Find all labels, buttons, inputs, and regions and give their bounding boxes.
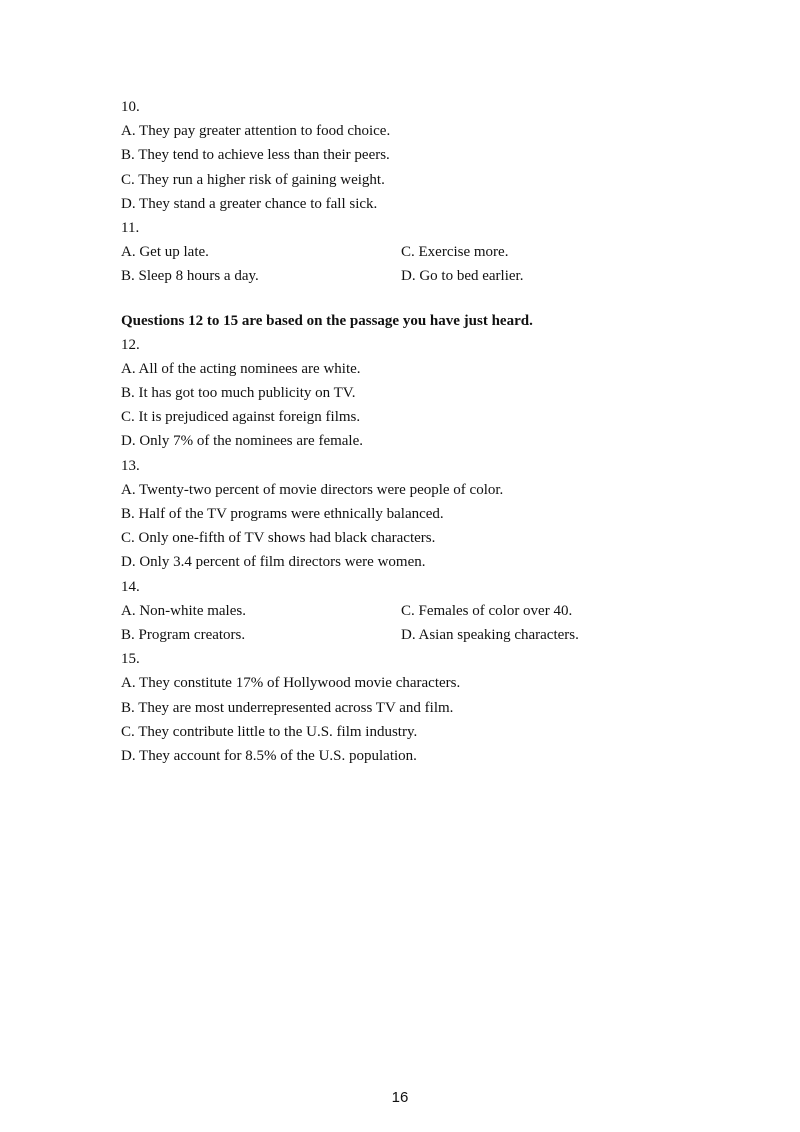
option-a: A. Non-white males. [121,602,246,619]
option-d: D. They stand a greater chance to fall sick. [121,195,378,212]
question-number: 10. [121,99,140,115]
option-b: B. Half of the TV programs were ethnically balanced. [121,506,444,522]
option-b: B. They are most underrepresented across TV and film. [121,699,454,716]
option-row [121,599,681,623]
option-a: A. Get up late. [121,244,209,261]
option-row [121,264,681,288]
option-a: A. They pay greater attention to food choice. [121,123,391,140]
option-d: D. Asian speaking characters. [401,626,579,643]
question-list [121,95,681,768]
option-b: B. They tend to achieve less than their peers. [121,147,390,164]
option-b: B. Sleep 8 hours a day. [121,268,259,285]
option-a: A. Twenty-two percent of movie directors were people of color. [121,481,504,498]
option-c: C. They run a higher risk of gaining weight. [121,171,385,188]
option-c: C. They contribute little to the U.S. film industry. [121,723,418,740]
page-number: 16 [391,1089,409,1106]
option-c: C. Only one-fifth of TV shows had black characters. [121,530,436,547]
option-d: D. Go to bed earlier. [401,268,524,285]
option-a: A. They constitute 17% of Hollywood movie characters. [121,675,461,692]
question-number: 13. [121,457,140,474]
option-row [121,240,681,264]
option-c: C. Females of color over 40. [401,602,573,619]
option-d: D. Only 7% of the nominees are female. [121,433,363,450]
question-number: 14. [121,578,140,595]
option-b: B. Program creators. [121,626,246,643]
option-d: D. Only 3.4 percent of film directors were women. [121,554,426,571]
question-number: 15. [121,651,140,668]
option-c: C. It is prejudiced against foreign films. [121,409,361,426]
option-b: B. It has got too much publicity on TV. [121,385,356,402]
option-row [121,623,681,647]
section-heading: Questions 12 to 15 are based on the passage you have just heard. [121,312,533,329]
question-number: 11. [121,219,140,236]
option-d: D. They account for 8.5% of the U.S. population. [121,747,417,764]
option-c: C. Exercise more. [401,244,509,261]
option-a: A. All of the acting nominees are white. [121,360,361,377]
question-number: 12. [121,336,140,353]
